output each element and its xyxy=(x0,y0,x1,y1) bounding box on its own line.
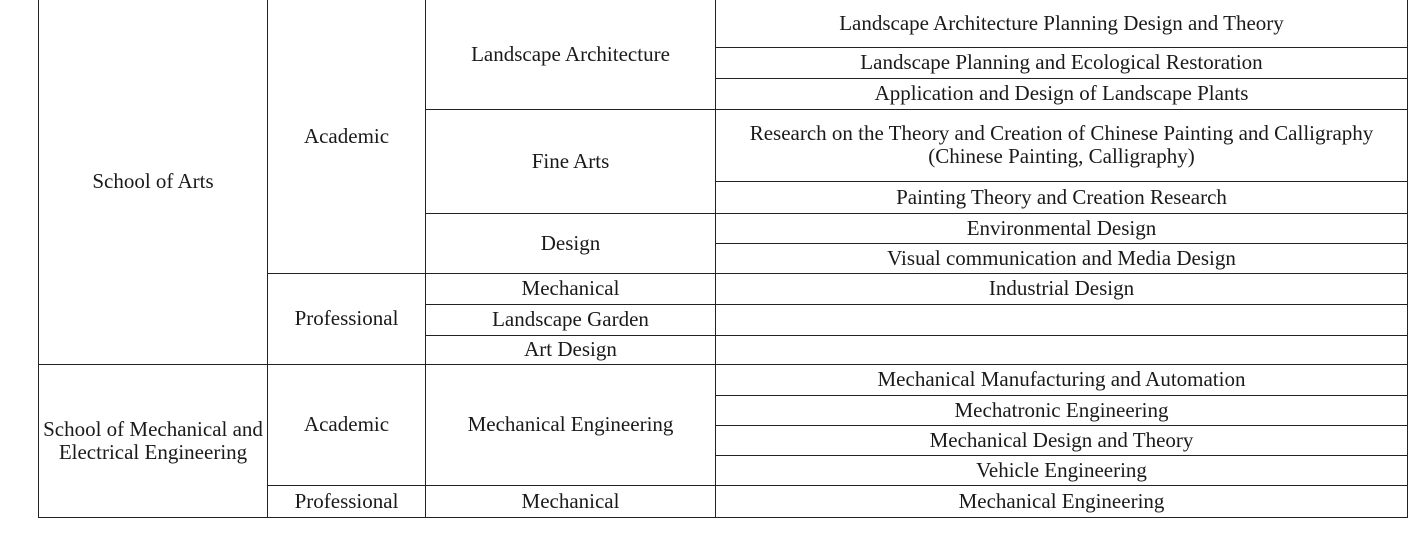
direction-cell: Mechanical Design and Theory xyxy=(716,425,1408,455)
major-cell: Landscape Garden xyxy=(426,304,716,335)
program-table-container xyxy=(38,0,1407,517)
direction-cell xyxy=(716,335,1408,364)
major-cell: Mechanical Engineering xyxy=(426,364,716,485)
program-type-cell: Academic xyxy=(268,0,426,273)
program-type-cell: Professional xyxy=(268,485,426,517)
table-row xyxy=(39,0,1408,47)
major-cell: Mechanical xyxy=(426,273,716,304)
direction-cell: Painting Theory and Creation Research xyxy=(716,181,1408,213)
program-type-cell: Academic xyxy=(268,364,426,485)
direction-cell: Industrial Design xyxy=(716,273,1408,304)
direction-cell: Visual communication and Media Design xyxy=(716,243,1408,273)
program-type-cell: Professional xyxy=(268,273,426,364)
major-cell: Landscape Architecture xyxy=(426,0,716,109)
direction-cell: Landscape Architecture Planning Design and Theory xyxy=(716,0,1408,47)
school-cell: School of Arts xyxy=(39,0,268,364)
school-cell: School of Mechanical and Electrical Engineering xyxy=(39,364,268,517)
table-row xyxy=(39,364,1408,395)
direction-cell: Mechanical Manufacturing and Automation xyxy=(716,364,1408,395)
direction-cell: Vehicle Engineering xyxy=(716,455,1408,485)
major-cell: Mechanical xyxy=(426,485,716,517)
direction-cell: Research on the Theory and Creation of Chinese Painting and Calligraphy (Chinese Painting, Calligraphy) xyxy=(716,109,1408,181)
direction-cell: Application and Design of Landscape Plants xyxy=(716,78,1408,109)
direction-cell: Mechatronic Engineering xyxy=(716,395,1408,425)
major-cell: Design xyxy=(426,213,716,273)
direction-cell: Environmental Design xyxy=(716,213,1408,243)
program-table xyxy=(38,0,1408,518)
direction-cell: Mechanical Engineering xyxy=(716,485,1408,517)
direction-cell: Landscape Planning and Ecological Restoration xyxy=(716,47,1408,78)
direction-cell xyxy=(716,304,1408,335)
major-cell: Fine Arts xyxy=(426,109,716,213)
major-cell: Art Design xyxy=(426,335,716,364)
